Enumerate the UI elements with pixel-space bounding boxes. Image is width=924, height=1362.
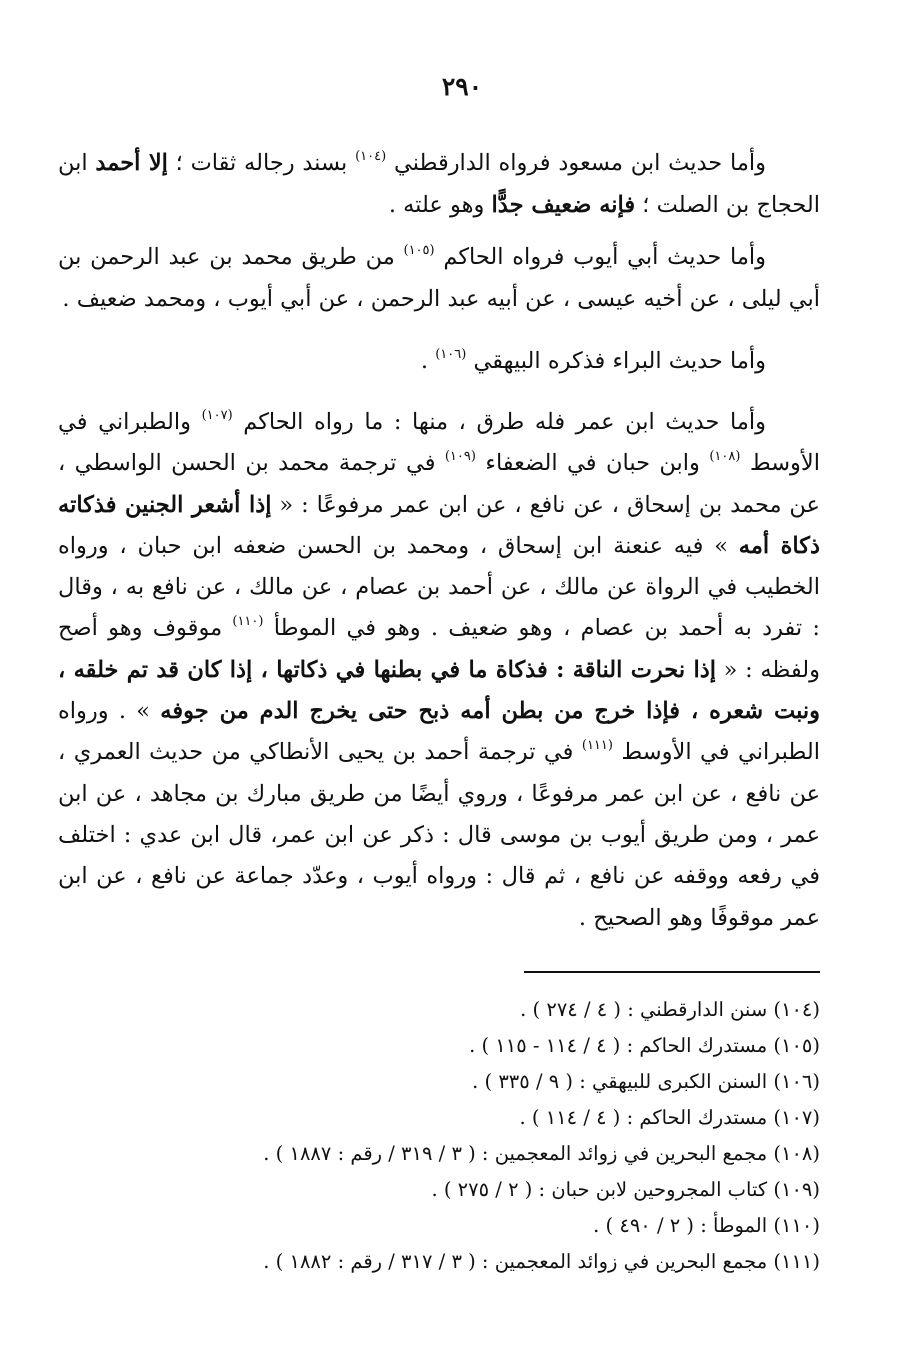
bold-text: إلا أحمد <box>95 150 168 176</box>
paragraph-ibn-masud <box>58 142 820 226</box>
footnote-ref: (١٠٨) <box>709 449 741 465</box>
footnote-ref: (١٠٤) <box>355 149 387 164</box>
footnote-110: (١١٠) الموطأ : ( ٢ / ٤٩٠ ) . <box>593 1214 820 1237</box>
footnotes-list <box>80 992 820 1280</box>
text-run: » فيه عنعنة ابن إسحاق ، ومحمد بن الحسن ضعفه ابن حبان ، ورواه الخطيب في الرواة عن مالك ، عن أحمد بن عصام ، عن مالك ، عن نافع به ، وقال : تفرد به أحمد بن عصام ، وهو ضعيف . وهو في الموطأ <box>58 532 821 642</box>
footnote-107: (١٠٧) مستدرك الحاكم : ( ٤ / ١١٤ ) . <box>519 1106 820 1129</box>
footnote-108: (١٠٨) مجمع البحرين في زوائد المعجمين : ( ٣ / ٣١٩ / رقم : ١٨٨٧ ) . <box>263 1142 820 1165</box>
paragraph-bara <box>58 340 820 382</box>
text-run: وأما حديث ابن عمر فله طرق ، منها : ما رواه الحاكم <box>243 409 766 435</box>
main-text <box>58 142 820 939</box>
text-run: وأما حديث أبي أيوب فرواه الحاكم <box>443 244 767 270</box>
text-run: وأما حديث البراء فذكره البيهقي <box>473 348 766 374</box>
page-number: ٢٩٠ <box>441 72 483 101</box>
footnote-111: (١١١) مجمع البحرين في زوائد المعجمين : ( ٣ / ٣١٧ / رقم : ١٨٨٢ ) . <box>263 1250 820 1273</box>
footnote-ref: (١٠٦) <box>435 347 467 362</box>
text-run: من طريق محمد بن عبد الرحمن بن أبي ليلى ، عن أخيه عيسى ، عن أبيه عبد الرحمن ، عن أبي أيوب ، ومحمد ضعيف . <box>58 244 820 312</box>
text-run: بسند رجاله ثقات ؛ <box>167 150 356 176</box>
text-run: وابن حبان في الضعفاء <box>485 450 710 477</box>
paragraph-abu-ayyub <box>58 236 820 320</box>
text-run: . <box>420 348 436 374</box>
footnote-ref: (١٠٧) <box>201 408 233 423</box>
text-run: وهو علته . <box>388 192 492 218</box>
text-run: في ترجمة أحمد بن يحيى الأنطاكي من حديث العمري ، عن نافع ، عن ابن عمر مرفوعًا ، وروي أيضًا من طريق مبارك بن مجاهد ، عن ابن عمر ، ومن طريق أيوب بن موسى قال : ذكر عن ابن عمر، قال ابن عدي : اختلف في رفعه ووقفه عن نافع ، ثم قال : ورواه أيوب ، وعدّد جماعة عن نافع ، عن ابن عمر موقوفًا وهو الصحيح . <box>58 739 820 931</box>
text-run: في ترجمة محمد بن الحسن الواسطي ، عن محمد بن إسحاق ، عن نافع ، عن ابن عمر مرفوعًا : « <box>58 450 820 518</box>
text-run: » . ورواه الطبراني في الأوسط <box>58 698 820 766</box>
text-run: والطبراني في الأوسط <box>58 409 821 477</box>
footnote-ref: (١٠٥) <box>403 243 435 258</box>
text-run: ابن الحجاج بن الصلت ؛ <box>58 150 820 218</box>
bold-hadith-text: إذا نحرت الناقة : فذكاة ما في بطنها في ذكاتها ، إذا كان قد تم خلقه ، ونبت شعره ، فإذا خرج من بطن أمه ذبح حتى يخرج الدم من جوفه <box>58 656 820 725</box>
footnote-109: (١٠٩) كتاب المجروحين لابن حبان : ( ٢ / ٢٧٥ ) . <box>431 1178 820 1201</box>
footnote-ref: (١١٠) <box>232 614 264 630</box>
bold-text: فإنه ضعيف جدًّا <box>491 192 636 218</box>
footnote-106: (١٠٦) السنن الكبرى للبيهقي : ( ٩ / ٣٣٥ ) . <box>472 1070 820 1093</box>
paragraph-ibn-umar <box>58 402 820 939</box>
text-run: موقوف وهو أصح ولفظه : « <box>58 615 820 683</box>
footnote-105: (١٠٥) مستدرك الحاكم : ( ٤ / ١١٤ - ١١٥ ) . <box>469 1034 820 1057</box>
footnote-104: (١٠٤) سنن الدارقطني : ( ٤ / ٢٧٤ ) . <box>520 998 820 1021</box>
footnote-divider <box>524 971 820 973</box>
text-run: وأما حديث ابن مسعود فرواه الدارقطني <box>393 150 766 176</box>
bold-hadith-text: إذا أشعر الجنين فذكاته ذكاة أمه <box>58 491 820 559</box>
footnote-ref: (١١١) <box>581 738 613 754</box>
footnote-ref: (١٠٩) <box>444 449 476 465</box>
